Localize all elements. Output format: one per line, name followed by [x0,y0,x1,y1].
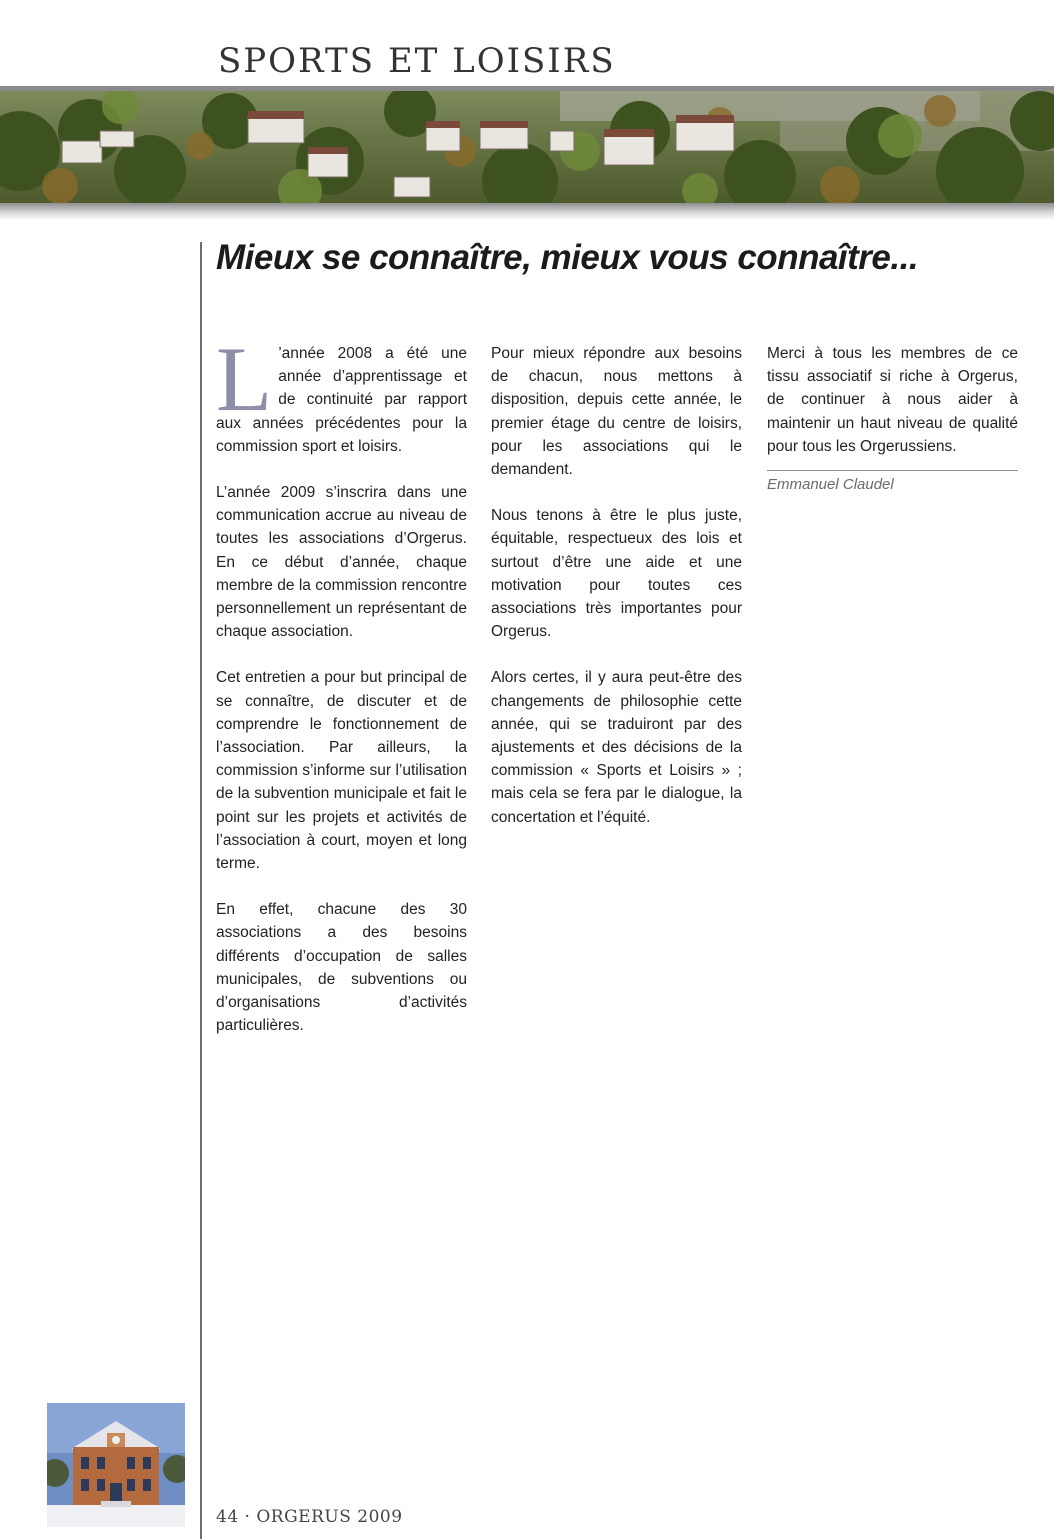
vertical-rule [200,242,202,1539]
aerial-village-photo [0,91,1054,203]
paragraph: Nous tenons à être le plus juste, équitable, respectueux des lois et surtout d’être une aide et une motivation pour toutes ces associations très importantes pour Orgerus. [491,507,742,641]
paragraph [216,328,467,458]
paragraph-text: ’année 2008 a été une année d’apprentissage et de continuité par rapport aux années précédentes pour la commission sport et loisirs. [216,345,467,455]
paragraph: Cet entretien a pour but principal de se connaître, de discuter et de comprendre le fonctionnement de l’association. Par ailleurs, la commission s’informe sur l’utilisation de la subvention municipale et fait le point sur les projets et activités de l’association à court, moyen et long terme. [216,669,467,873]
paragraph: Pour mieux répondre aux besoins de chacun, nous mettons à disposition, depuis cette année, le premier étage du centre de loisirs, pour les associations qui le demandent. [491,345,742,479]
signature-rule [767,470,1018,471]
page-folio: 44 · ORGERUS 2009 [216,1507,403,1527]
paragraph: Merci à tous les membres de ce tissu associatif si riche à Orgerus, de continuer à nous aider à maintenir un haut niveau de qualité pour tous les Orgerussiens. [767,345,1018,455]
drop-cap: L [216,328,273,430]
article-column-1 [216,328,467,1060]
article-column-2 [491,342,742,852]
banner-shadow [0,203,1054,220]
header-banner [0,86,1054,220]
paragraph: Alors certes, il y aura peut-être des changements de philosophie cette année, qui se traduiront par des ajustements et des décisions de la commission « Sports et Loisirs » ; mais cela se fera par le dialogue, la concertation et l’équité. [491,669,742,826]
article-column-3 [767,342,1018,519]
article-title: Mieux se connaître, mieux vous connaître... [216,238,919,277]
town-hall-snow-photo [47,1403,185,1527]
author-signature: Emmanuel Claudel [767,476,894,494]
section-title: SPORTS ET LOISIRS [218,41,616,81]
paragraph: L’année 2009 s’inscrira dans une communication accrue au niveau de toutes les associations d’Orgerus. En ce début d’année, chaque membre de la commission rencontre personnellement un représentant de chaque association. [216,484,467,641]
paragraph: En effet, chacune des 30 associations a des besoins différents d’occupation de salles municipales, de subventions ou d’organisations d’activités particulières. [216,901,467,1035]
